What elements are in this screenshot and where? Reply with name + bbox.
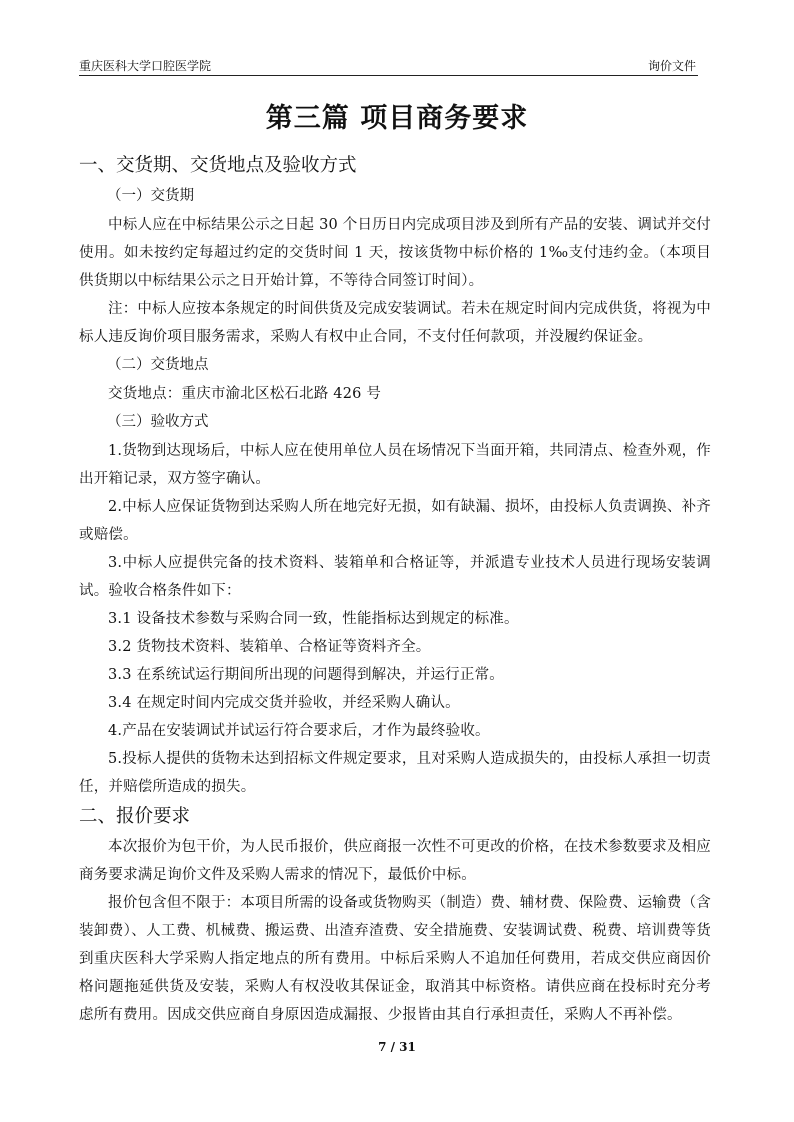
page-title: 第三篇 项目商务要求 (265, 103, 529, 134)
paragraph-acceptance-3-2: 3.2 货物技术资料、装箱单、合格证等资料齐全。 (108, 639, 431, 655)
header-document-type: 询价文件 (647, 59, 696, 73)
section-heading-delivery: 一、交货期、交货地点及验收方式 (79, 155, 357, 176)
paragraph-acceptance-3-4: 3.4 在规定时间内完成交货并验收，并经采购人确认。 (108, 695, 460, 711)
paragraph-quotation-1: 本次报价为包干价，为人民币报价，供应商报一次性不可更改的价格，在技术参数要求及相应商务要求满足询价文件及采购人需求的情况下，最低价中标。 (79, 839, 711, 883)
section-heading-quotation: 二、报价要求 (79, 806, 191, 827)
paragraph-acceptance-2: 2.中标人应保证货物到达采购人所在地完好无损，如有缺漏、损坏，由投标人负责调换、补齐或赔偿。 (79, 499, 711, 543)
paragraph-acceptance-1: 1.货物到达现场后，中标人应在使用单位人员在场情况下当面开箱，共同清点、检查外观，作出开箱记录，双方签字确认。 (79, 443, 711, 487)
page-number: 7 / 31 (378, 1040, 416, 1054)
header-organization: 重庆医科大学口腔医学院 (79, 59, 212, 73)
page-header (79, 55, 698, 76)
paragraph-delivery-address: 交货地点：重庆市渝北区松石北路 426 号 (108, 386, 382, 402)
paragraph-acceptance-3-1: 3.1 设备技术参数与采购合同一致，性能指标达到规定的标准。 (108, 611, 519, 627)
subheading-delivery-period: （一）交货期 (107, 188, 194, 204)
paragraph-delivery-period: 中标人应在中标结果公示之日起 30 个日历日内完成项目涉及到所有产品的安装、调试并交付使用。如未按约定每超过约定的交货时间 1 天，按该货物中标价格的 1‰支付违约金。（本项目供货期以中标结果公示之日开始计算，不等待合同签订时间）。 (79, 217, 711, 289)
subheading-acceptance-method: （三）验收方式 (107, 414, 209, 430)
document-body (79, 150, 711, 1029)
subheading-delivery-location: （二）交货地点 (107, 357, 209, 373)
paragraph-acceptance-3: 3.中标人应提供完备的技术资料、装箱单和合格证等，并派遣专业技术人员进行现场安装调试。验收合格条件如下： (79, 555, 711, 599)
paragraph-acceptance-4: 4.产品在安装调试并试运行符合要求后，才作为最终验收。 (108, 723, 490, 739)
paragraph-acceptance-5: 5.投标人提供的货物未达到招标文件规定要求，且对采购人造成损失的，由投标人承担一切责任，并赔偿所造成的损失。 (79, 751, 711, 795)
paragraph-note: 注：中标人应按本条规定的时间供货及完成安装调试。若未在规定时间内完成供货，将视为中标人违反询价项目服务需求，采购人有权中止合同，不支付任何款项，并没履约保证金。 (79, 301, 711, 345)
paragraph-quotation-2: 报价包含但不限于：本项目所需的设备或货物购买（制造）费、辅材费、保险费、运输费（含装卸费）、人工费、机械费、搬运费、出渣弃渣费、安全措施费、安装调试费、税费、培训费等货到重庆医科大学采购人指定地点的所有费用。中标后采购人不追加任何费用，若成交供应商因价格问题拖延供货及安装，采购人有权没收其保证金，取消其中标资格。请供应商在投标时充分考虑所有费用。因成交供应商自身原因造成漏报、少报皆由其自行承担责任，采购人不再补偿。 (79, 895, 711, 1023)
paragraph-acceptance-3-3: 3.3 在系统试运行期间所出现的问题得到解决，并运行正常。 (108, 667, 504, 683)
